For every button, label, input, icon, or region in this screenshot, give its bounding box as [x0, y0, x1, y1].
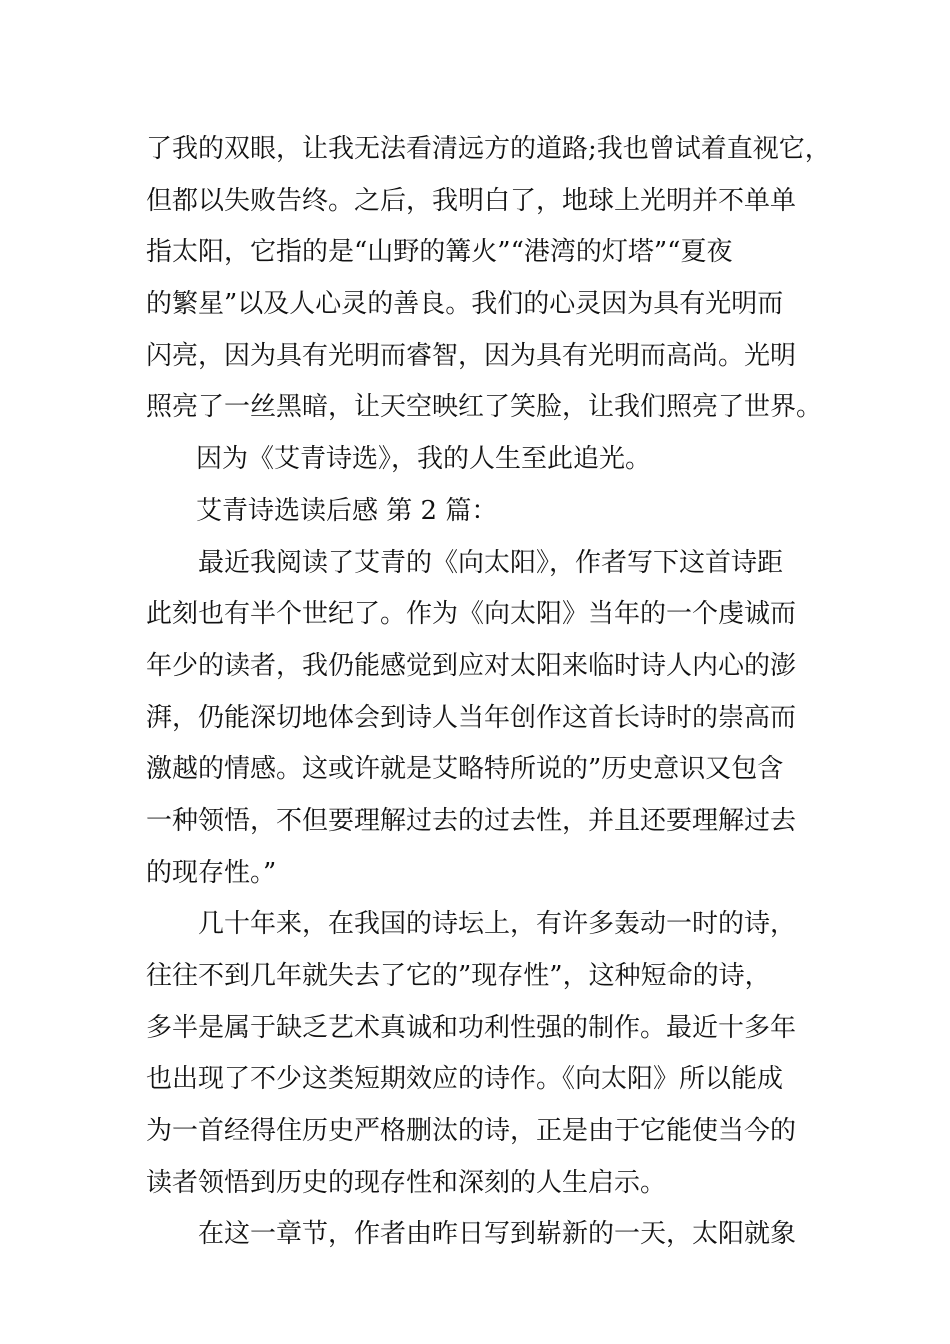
text-line: 在这一章节，作者由昨日写到崭新的一天，太阳就象	[198, 1219, 797, 1250]
text-line: 的现存性。”	[146, 857, 277, 888]
text-line: 但都以失败告终。之后，我明白了，地球上光明并不单单	[146, 185, 797, 216]
text-line: 也出现了不少这类短期效应的诗作。《向太阳》所以能成	[146, 1064, 784, 1095]
text-line: 的繁星”以及人心灵的善良。我们的心灵因为具有光明而	[146, 289, 784, 320]
text-line: 激越的情感。这或许就是艾略特所说的”历史意识又包含	[146, 754, 784, 785]
section-heading: 艾青诗选读后感 第 2 篇：	[196, 495, 498, 526]
text-line: 几十年来，在我国的诗坛上，有许多轰动一时的诗，	[198, 909, 797, 940]
text-line: 一种领悟，不但要理解过去的过去性，并且还要理解过去	[146, 805, 797, 836]
text-line: 因为《艾青诗选》，我的人生至此追光。	[196, 444, 652, 475]
text-line: 了我的双眼，让我无法看清远方的道路;我也曾试着直视它，	[146, 134, 831, 164]
text-line: 此刻也有半个世纪了。作为《向太阳》当年的一个虔诚而	[146, 599, 797, 630]
text-line: 最近我阅读了艾青的《向太阳》，作者写下这首诗距	[198, 547, 784, 578]
document-body	[146, 124, 831, 1261]
text-line: 指太阳，它指的是“山野的篝火”“港湾的灯塔”“夏夜	[146, 237, 733, 268]
text-line: 往往不到几年就失去了它的”现存性”，这种短命的诗，	[146, 961, 771, 991]
text-line: 读者领悟到历史的现存性和深刻的人生启示。	[146, 1167, 667, 1198]
text-line: 湃，仍能深切地体会到诗人当年创作这首长诗时的崇高而	[146, 702, 797, 733]
text-line: 为一首经得住历史严格删汰的诗，正是由于它能使当今的	[146, 1116, 797, 1147]
text-line: 多半是属于缺乏艺术真诚和功利性强的制作。最近十多年	[146, 1012, 797, 1043]
text-line: 闪亮，因为具有光明而睿智，因为具有光明而高尚。光明	[146, 340, 797, 371]
text-line: 照亮了一丝黑暗，让天空映红了笑脸，让我们照亮了世界。	[146, 392, 823, 423]
text-line: 年少的读者，我仍能感觉到应对太阳来临时诗人内心的澎	[146, 650, 797, 681]
